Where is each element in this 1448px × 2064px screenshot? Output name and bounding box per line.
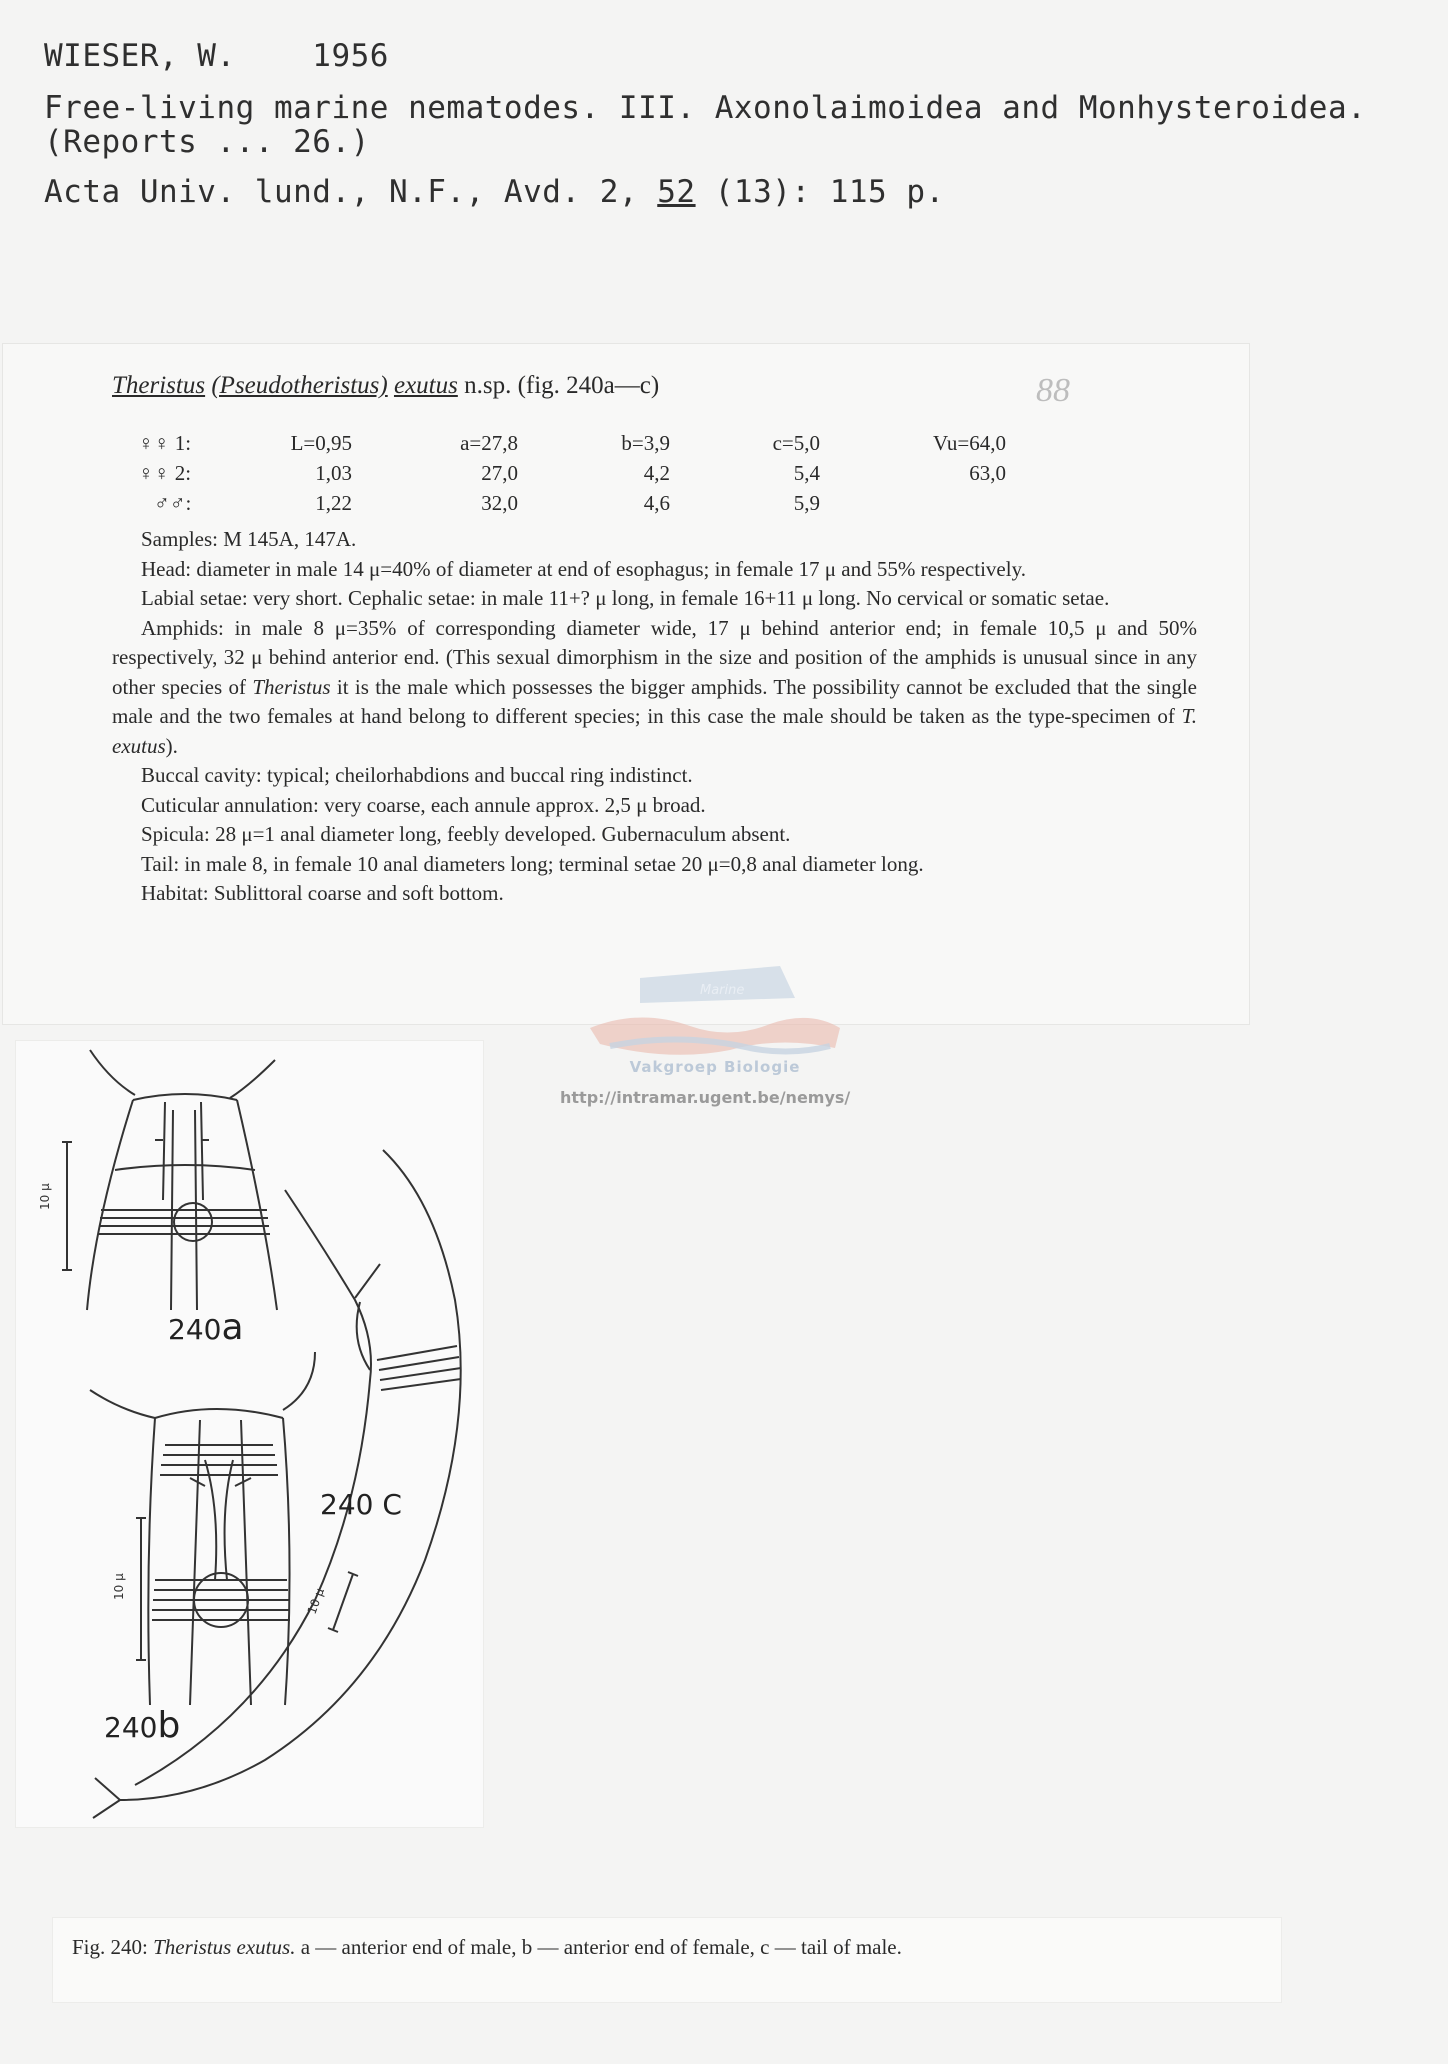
year: 1956 (312, 38, 389, 74)
species-title (112, 372, 659, 400)
figure-caption (72, 1925, 1192, 1969)
cuticular-annulation-text: Cuticular annulation: very coarse, each annule approx. 2,5 μ broad. (141, 792, 706, 817)
species-subgenus: (Pseudotheristus) (211, 372, 388, 399)
citation-prefix: Acta Univ. lund., N.F., Avd. 2, (44, 174, 639, 210)
figure-label-240a: 240a (168, 1307, 244, 1348)
labial-setae-text: Labial setae: very short. Cephalic setae: in male 11+? μ long, in female 16+11 μ long. No cervical or somatic setae. (141, 586, 1110, 610)
species-description (112, 525, 1197, 909)
table-row: ♀♀ 2: 1,03 27,0 4,2 5,4 63,0 (138, 460, 1006, 485)
scale-bar-b (112, 1518, 146, 1660)
drawing-240b-female-head (90, 1352, 315, 1705)
citation (44, 174, 945, 210)
watermark-url: http://intramar.ugent.be/nemys/ (560, 1088, 851, 1107)
figure-label-240c: 240 C (320, 1488, 402, 1521)
amphids-text: Amphids: in male 8 μ=35% of corresponding diameter wide, 17 μ behind anterior end; in female 10,5 μ and 50% respectively, 32 μ behind anterior end. (This sexual dimorphism in the size and position of the amphids is unusual since in any other species of Theristus it is the male which possesses the bigger amphids. The possibility cannot be excluded that the single male and the two females at hand belong to different species; in this case the male should be taken as the type-specimen of T. exutus). (112, 615, 1197, 758)
watermark-label: Vakgroep Biologie (629, 1058, 801, 1076)
head-text: Head: diameter in male 14 μ=40% of diameter at end of esophagus; in female 17 μ and 55% respectively. (141, 556, 1026, 581)
watermark-logo-text: Marine (700, 983, 745, 998)
header-author-line (44, 38, 389, 74)
scale-bar-a-label: 10 μ (38, 1183, 52, 1210)
table-row: ♀♀ 1: L=0,95 a=27,8 b=3,9 c=5,0 Vu=64,0 (138, 430, 1006, 455)
habitat-text: Habitat: Sublittoral coarse and soft bottom. (141, 881, 504, 905)
scale-bar-a (38, 1142, 72, 1270)
scale-bar-c (305, 1572, 358, 1632)
species-suffix: n.sp. (fig. 240a—c) (464, 372, 660, 399)
citation-volume: 52 (657, 174, 696, 210)
buccal-cavity-text: Buccal cavity: typical; cheilorhabdions and buccal ring indistinct. (141, 763, 693, 787)
caption-species: Theristus exutus. (153, 1935, 296, 1959)
scale-bar-c-label: 10 μ (304, 1586, 327, 1617)
publication-title: Free-living marine nematodes. III. Axonolaimoidea and Monhysteroidea. (44, 90, 1367, 126)
samples-text: Samples: M 145A, 147A. (141, 527, 357, 551)
citation-suffix: (13): 115 p. (714, 174, 945, 210)
author: WIESER, W. (44, 38, 236, 74)
caption-text: a — anterior end of male, b — anterior end of female, c — tail of male. (300, 1935, 902, 1959)
scale-bar-b-label: 10 μ (112, 1573, 126, 1600)
table-row: ♂♂: 1,22 32,0 4,6 5,9 (154, 490, 820, 515)
pencil-page-mark: 88 (1036, 372, 1070, 409)
caption-prefix: Fig. 240: (72, 1935, 148, 1959)
measurements-table (138, 428, 1006, 518)
species-epithet: exutus (393, 372, 458, 399)
tail-text: Tail: in male 8, in female 10 anal diameters long; terminal setae 20 μ=0,8 anal diameter long. (141, 851, 924, 876)
species-genus: Theristus (112, 372, 206, 399)
spicula-text: Spicula: 28 μ=1 anal diameter long, feebly developed. Gubernaculum absent. (141, 822, 791, 846)
series-note: (Reports ... 26.) (44, 124, 370, 160)
figure-label-240b: 240b (104, 1705, 181, 1746)
drawing-240a-male-head (87, 1050, 277, 1310)
nematode-drawings (15, 1040, 482, 1826)
